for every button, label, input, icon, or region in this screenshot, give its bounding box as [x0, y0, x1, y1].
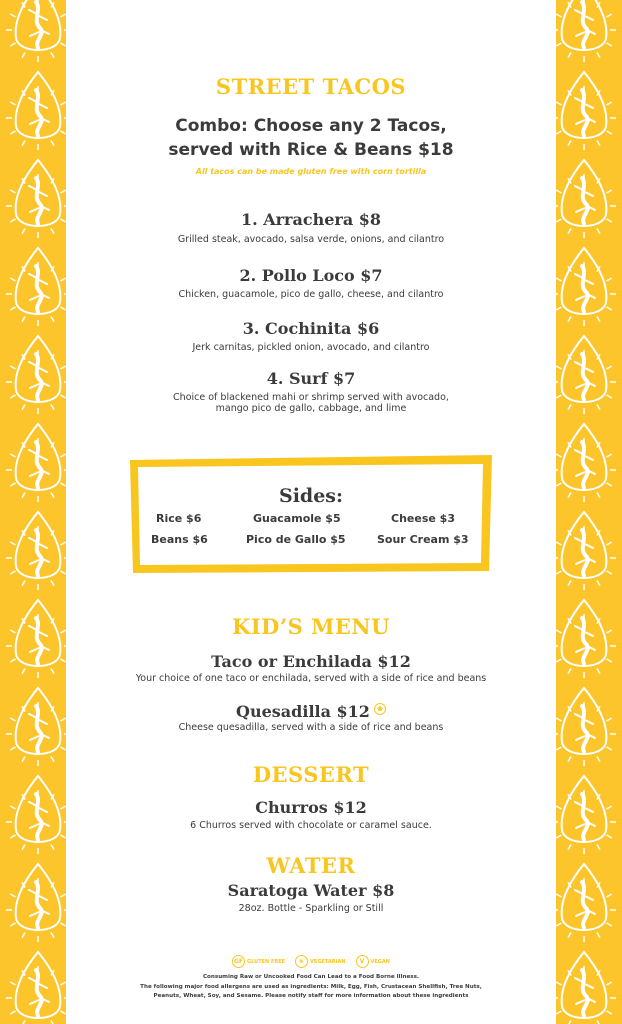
lizard-motif: [6, 688, 66, 766]
taco-pollo-loco-desc: Chicken, guacamole, pico de gallo, cheese, and cilantro: [178, 289, 444, 300]
saratoga-water-desc: 28oz. Bottle - Sparkling or Still: [238, 903, 384, 914]
taco-surf-desc-line-1: Choice of blackened mahi or shrimp served with avocado,: [173, 392, 449, 403]
taco-surf-desc-line-2: mango pico de gallo, cabbage, and lime: [215, 403, 407, 414]
lizard-motif: [556, 688, 616, 766]
kids-menu-title: KID’S MENU: [232, 614, 390, 639]
lizard-motif: [6, 864, 66, 942]
taco-cochinita-desc: Jerk carnitas, pickled onion, avocado, and cilantro: [192, 342, 430, 353]
lizard-motif: [556, 248, 616, 326]
taco-arrachera-desc: Grilled steak, avocado, salsa verde, onions, and cilantro: [177, 234, 445, 245]
right-decorative-border: [556, 0, 622, 1024]
lizard-motif: [6, 336, 66, 414]
kids-quesadilla-name: Quesadilla $12: [236, 702, 370, 721]
saratoga-water-name: Saratoga Water $8: [227, 881, 395, 900]
lizard-motif: [6, 600, 66, 678]
side-cheese: Cheese $3: [391, 512, 455, 525]
lizard-motif: [6, 248, 66, 326]
gluten-free-icon: GF: [232, 955, 245, 968]
legend-gluten-free-label: GLUTEN FREE: [247, 958, 286, 965]
disclaimer-line-3: Peanuts, Wheat, Soy, and Sesame. Please notify staff for more information about these ingredients: [153, 993, 469, 999]
lizard-motif: [556, 512, 616, 590]
disclaimer-line-1: Consuming Raw or Uncooked Food Can Lead to a Food Borne Illness.: [202, 974, 420, 980]
lizard-motif: [556, 0, 616, 62]
lizard-motif: [556, 776, 616, 854]
side-rice: Rice $6: [156, 512, 202, 525]
lizard-motif: [556, 600, 616, 678]
lizard-motif: [6, 776, 66, 854]
legend-vegetarian-label: VEGETARIAN: [310, 958, 346, 965]
dietary-legend: [66, 955, 556, 968]
churros-name: Churros $12: [255, 798, 367, 817]
legend-vegan-label: VEGAN: [370, 958, 390, 965]
taco-pollo-loco-name: 2. Pollo Loco $7: [239, 266, 383, 285]
side-guacamole: Guacamole $5: [253, 512, 341, 525]
lizard-motif: [6, 0, 66, 62]
kids-quesadilla-row: [66, 702, 556, 721]
lizard-motif: [556, 336, 616, 414]
lizard-motif: [556, 72, 616, 150]
kids-quesadilla-desc: Cheese quesadilla, served with a side of rice and beans: [178, 722, 444, 733]
lizard-motif: [556, 864, 616, 942]
legend-gluten-free: [232, 955, 285, 968]
taco-surf-name: 4. Surf $7: [266, 369, 356, 388]
leaf-icon: ❀: [295, 955, 308, 968]
side-sour-cream: Sour Cream $3: [377, 533, 469, 546]
lizard-motif: [556, 160, 616, 238]
kids-taco-enchilada-desc: Your choice of one taco or enchilada, served with a side of rice and beans: [135, 673, 487, 684]
lizard-motif: [556, 424, 616, 502]
legend-vegan: [356, 955, 390, 968]
side-pico-de-gallo: Pico de Gallo $5: [246, 533, 346, 546]
combo-line-2: served with Rice & Beans $18: [168, 140, 454, 160]
combo-line-1: Combo: Choose any 2 Tacos,: [175, 116, 447, 136]
lizard-motif: [6, 952, 66, 1024]
lizard-motif: [6, 424, 66, 502]
vegan-icon: V: [356, 955, 369, 968]
disclaimer-line-2: The following major food allergens are used as ingredients: Milk, Egg, Fish, Crustacean Shellfish, Tree Nuts,: [140, 984, 482, 990]
taco-cochinita-name: 3. Cochinita $6: [242, 319, 380, 338]
sides-box: [128, 455, 494, 573]
lizard-motif: [6, 160, 66, 238]
taco-arrachera-name: 1. Arrachera $8: [240, 210, 382, 229]
water-title: WATER: [266, 853, 356, 878]
vegetarian-leaf-icon: ❀: [374, 703, 386, 715]
legend-vegetarian: [295, 955, 345, 968]
left-decorative-border: [0, 0, 66, 1024]
dessert-title: DESSERT: [252, 762, 370, 787]
lizard-motif: [6, 512, 66, 590]
side-beans: Beans $6: [151, 533, 208, 546]
kids-taco-enchilada-name: Taco or Enchilada $12: [211, 652, 411, 671]
lizard-motif: [6, 72, 66, 150]
churros-desc: 6 Churros served with chocolate or caramel sauce.: [190, 820, 432, 831]
street-tacos-title: STREET TACOS: [215, 74, 407, 99]
lizard-pattern-right: [556, 0, 622, 1024]
menu-panel: [66, 0, 556, 1024]
lizard-motif: [556, 952, 616, 1024]
sides-title: Sides:: [278, 485, 344, 507]
lizard-pattern-left: [0, 0, 66, 1024]
gluten-free-note: All tacos can be made gluten free with corn tortilla: [195, 167, 427, 176]
